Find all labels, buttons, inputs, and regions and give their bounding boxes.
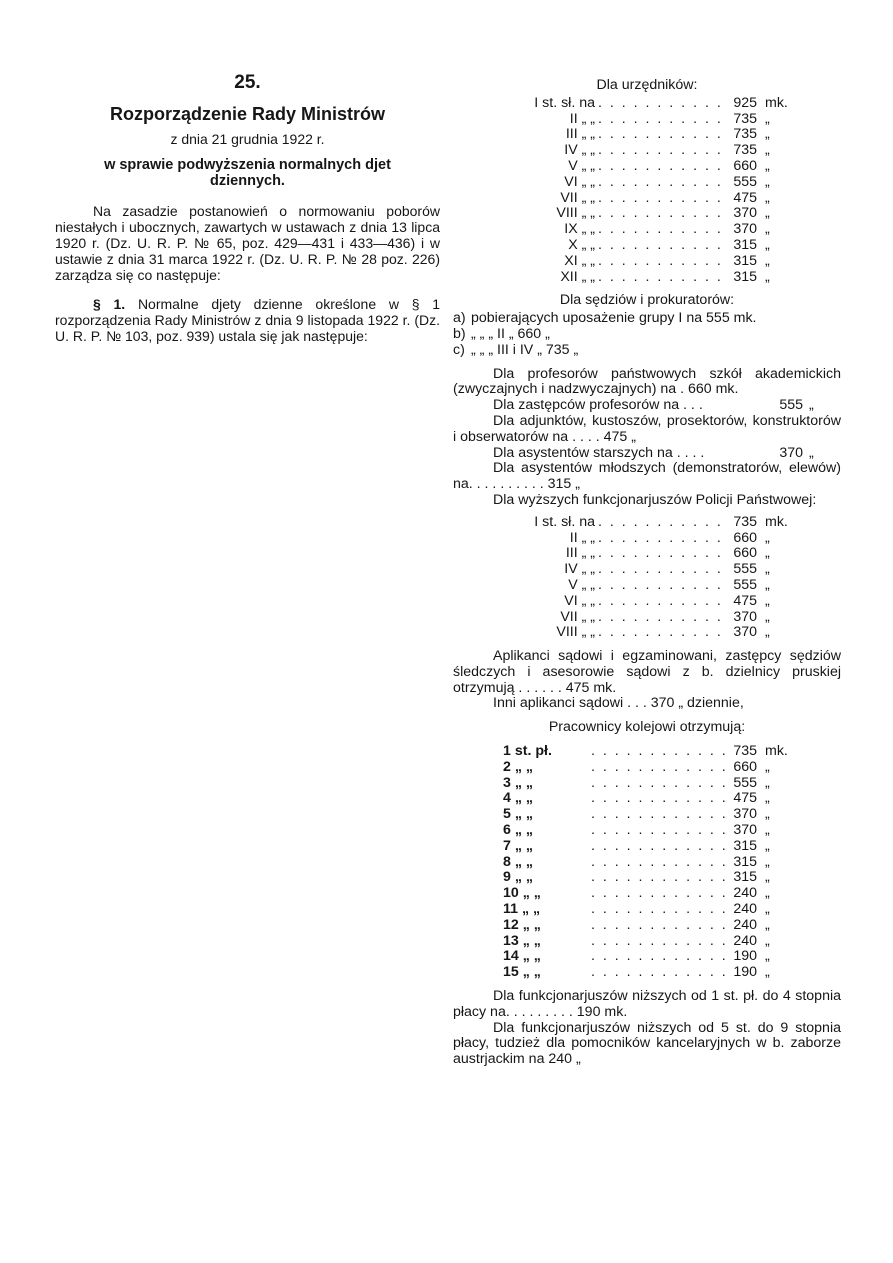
table-row: 5 „ „ . . . 370 „	[503, 807, 805, 823]
table-row: 10 „ „ . . . 240 „	[503, 886, 805, 902]
lower-staff-paragraph-1: Dla funkcjonarjuszów niższych od 1 st. pł. do 4 stopnia płacy na. . . . . . . . . 190 mk.	[453, 988, 841, 1020]
table-row: II „ „ . . . 735 „	[505, 112, 805, 128]
senior-assistants-line: Dla asystentów starszych na . . . . 370 „	[493, 444, 814, 461]
table-row: V „ „ . . . 660 „	[505, 159, 805, 175]
officials-header: Dla urzędników:	[596, 77, 698, 93]
professors-paragraph: Dla profesorów państwowych szkół akademickich (zwyczajnych i nadzwyczajnych) na . 660 mk.	[453, 365, 841, 398]
table-row: VI „ „ . . . 475 „	[497, 594, 805, 610]
table-row: XI „ „ . . . 315 „	[505, 254, 805, 270]
list-item: b) „ „ „ II „ 660 „	[453, 325, 550, 342]
police-table	[497, 515, 805, 641]
list-item: c) „ „ „ III i IV „ 735 „	[453, 341, 579, 358]
table-row: 3 „ „ . . . 555 „	[503, 776, 805, 792]
table-row: 8 „ „ . . . 315 „	[503, 855, 805, 871]
act-number: 25.	[234, 72, 261, 93]
table-row: 1 st. pł. . . . 735 mk.	[503, 744, 805, 760]
section-1	[55, 296, 440, 344]
table-row: VI „ „ . . . 555 „	[505, 175, 805, 191]
table-row: IV „ „ . . . 735 „	[505, 143, 805, 159]
table-row: 14 „ „ . . . 190 „	[503, 949, 805, 965]
railway-header: Pracownicy kolejowi otrzymują:	[548, 719, 746, 736]
table-row: 12 „ „ . . . 240 „	[503, 918, 805, 934]
other-applicants-line: Inni aplikanci sądowi . . . 370 „ dziennie,	[493, 695, 744, 712]
judges-header: Dla sędziów i prokuratorów:	[559, 292, 735, 309]
table-row: XII „ „ . . . 315 „	[505, 270, 805, 286]
deputy-professors-line: Dla zastępców profesorów na . . . 555 „	[493, 397, 814, 414]
adjuncts-paragraph: Dla adjunktów, kustoszów, prosektorów, konstruktorów i obserwatorów na . . . . 475 „	[453, 412, 841, 445]
act-date: z dnia 21 grudnia 1922 r.	[170, 131, 325, 147]
table-row: IV „ „ . . . 555 „	[497, 562, 805, 578]
lower-staff-paragraph-2: Dla funkcjonarjuszów niższych od 5 st. do 9 stopnia płacy, tudzież dla pomocników kancelaryjnych w b. zaborze austrjackim na 240 „	[453, 1019, 841, 1068]
table-row: 15 „ „ . . . 190 „	[503, 965, 805, 981]
section-mark: § 1.	[93, 296, 126, 312]
table-row: V „ „ . . . 555 „	[497, 578, 805, 594]
left-column	[55, 72, 440, 357]
table-row: VII „ „ . . . 370 „	[497, 610, 805, 626]
act-subject: w sprawie podwyższenia normalnych djet dziennych.	[104, 157, 391, 189]
table-row: 2 „ „ . . . 660 „	[503, 760, 805, 776]
judges-list	[453, 311, 841, 358]
right-column	[453, 78, 841, 1068]
table-row: III „ „ . . . 735 „	[505, 127, 805, 143]
police-paragraph: Dla wyższych funkcjonarjuszów Policji Państwowej:	[493, 491, 817, 508]
section-text: Normalne djety dzienne określone w § 1 rozporządzenia Rady Ministrów z dnia 9 listopada 1922 r. (Dz. U. R. P. № 103, poz. 939) ustala się jak następuje:	[55, 296, 441, 344]
list-item: a) pobierających uposażenie grupy I na 555 mk.	[453, 310, 757, 327]
act-title: Rozporządzenie Rady Ministrów	[109, 104, 386, 124]
table-row: 7 „ „ . . . 315 „	[503, 839, 805, 855]
table-row: III „ „ . . . 660 „	[497, 546, 805, 562]
table-row: II „ „ . . . 660 „	[497, 531, 805, 547]
table-row: I st. sł. na . . . 735 mk.	[497, 515, 805, 531]
railway-table	[503, 744, 805, 981]
table-row: VIII „ „ . . . 370 „	[497, 625, 805, 641]
junior-assistants-paragraph: Dla asystentów młodszych (demonstratorów, elewów) na. . . . . . . . . . 315 „	[453, 460, 841, 493]
applicants-paragraph: Aplikanci sądowi i egzaminowani, zastępcy sędziów śledczych i asesorowie sądowi z b. dzielnicy pruskiej otrzymują . . . . . . 475 mk.	[453, 648, 841, 696]
table-row: 11 „ „ . . . 240 „	[503, 902, 805, 918]
officials-table	[505, 96, 805, 286]
table-row: 13 „ „ . . . 240 „	[503, 934, 805, 950]
table-row: VIII „ „ . . . 370 „	[505, 206, 805, 222]
table-row: IX „ „ . . . 370 „	[505, 222, 805, 238]
table-row: 4 „ „ . . . 475 „	[503, 791, 805, 807]
table-row: 9 „ „ . . . 315 „	[503, 870, 805, 886]
table-row: VII „ „ . . . 475 „	[505, 191, 805, 207]
table-row: X „ „ . . . 315 „	[505, 238, 805, 254]
table-row: I st. sł. na . . . 925 mk.	[505, 96, 805, 112]
table-row: 6 „ „ . . . 370 „	[503, 823, 805, 839]
preamble: Na zasadzie postanowień o normowaniu poborów niestałych i ubocznych, zawartych w ustawach z dnia 13 lipca 1920 r. (Dz. U. R. P. № 65, poz. 429—431 i 433—436) i w ustawie z dnia 31 marca 1922 r. (Dz. U. R. P. № 28 poz. 226) zarządza się co następuje:	[55, 203, 440, 283]
